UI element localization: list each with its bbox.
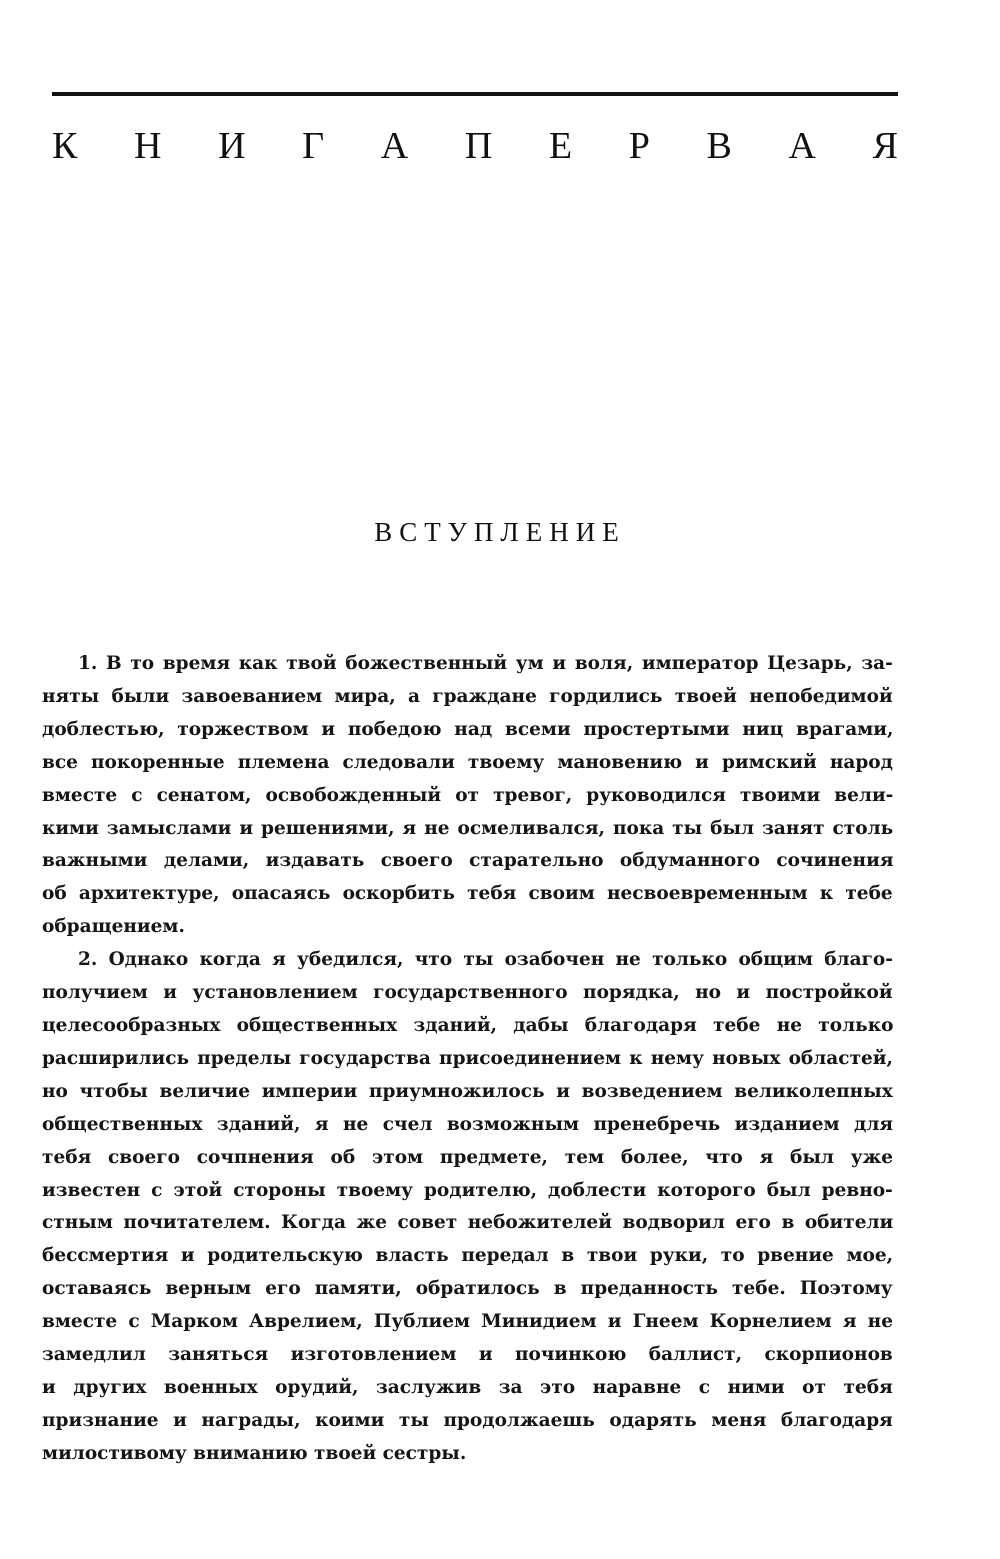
book-title-letter: Г (302, 125, 325, 167)
book-title (52, 124, 898, 168)
paragraph-line: няты были завоеванием мира, а граждане гордились твоей непобедимой (42, 685, 893, 707)
paragraph-line: общественных зданий, я не счел возможным пренебречь изданием для (42, 1113, 894, 1135)
top-rule (52, 92, 898, 96)
paragraph-line: важными делами, издавать своего старательно обдуманного сочинения (42, 850, 894, 872)
paragraph-line: доблестью, торжеством и победою над всеми простертыми ниц врагами, (42, 718, 894, 740)
paragraph-1 (42, 648, 893, 944)
book-title-letter: К (52, 125, 78, 167)
paragraph-line: вместе с Марком Аврелием, Публием Минидием и Гнеем Корнелием я не (42, 1311, 893, 1333)
section-title: ВСТУПЛЕНИЕ (374, 517, 626, 547)
paragraph-line: но чтобы величие империи приумножилось и возведением великолепных (42, 1080, 893, 1102)
paragraph-line: обращением. (42, 916, 185, 938)
paragraph-line: милостивому вниманию твоей сестры. (42, 1442, 467, 1464)
paragraph-line: вместе с сенатом, освобожденный от тревог, руководился твоими вели- (42, 784, 894, 806)
paragraph-line: замедлил заняться изготовлением и починкою баллист, скорпионов (42, 1344, 893, 1366)
book-title-letter: Р (628, 125, 650, 167)
book-title-letter: А (380, 125, 409, 167)
paragraph-line: известен с этой стороны твоему родителю, доблести которого был ревно- (42, 1179, 893, 1201)
paragraph-line: признание и награды, коими ты продолжаешь одарять меня благодаря (42, 1409, 893, 1431)
body-text (42, 648, 893, 1471)
paragraph-line: 2. Однако когда я убедился, что ты озабочен не только общим благо- (78, 949, 893, 971)
paragraph-line: тебя своего сочпнения об этом предмете, тем более, что я был уже (42, 1146, 894, 1168)
paragraph-line: 1. В то время как твой божественный ум и воля, император Цезарь, за- (78, 653, 893, 674)
paragraph-line: об архитектуре, опасаясь оскорбить тебя своим несвоевременным к тебе (42, 883, 893, 905)
paragraph-line: получием и установлением государственного порядка, но и постройкой (42, 982, 893, 1004)
book-title-letter: В (706, 125, 732, 167)
book-title-letter: Н (133, 125, 162, 167)
paragraph-line: оставаясь верным его памяти, обратилось в преданность тебе. Поэтому (42, 1278, 893, 1300)
book-title-letter: Я (872, 125, 898, 167)
book-title-letter: А (788, 125, 816, 167)
paragraph-line: все покоренные племена следовали твоему мановению и римский народ (42, 751, 893, 773)
paragraph-line: расширились пределы государства присоединением к нему новых областей, (42, 1047, 893, 1069)
book-title-letter: Е (548, 125, 573, 167)
paragraph-2 (42, 944, 893, 1471)
paragraph-line: бессмертия и родительскую власть передал в твои руки, то рвение мое, (42, 1245, 894, 1267)
paragraph-line: стным почитателем. Когда же совет небожителей водворил его в обители (42, 1212, 894, 1234)
paragraph-line: целесообразных общественных зданий, дабы благодаря тебе не только (42, 1014, 894, 1036)
paragraph-line: кими замыслами и решениями, я не осмеливался, пока ты был занят столь (42, 817, 894, 839)
book-title-letter: И (218, 125, 246, 167)
paragraph-line: и других военных орудий, заслужив за это наравне с ними от тебя (42, 1376, 893, 1398)
book-title-letter: П (464, 125, 493, 167)
